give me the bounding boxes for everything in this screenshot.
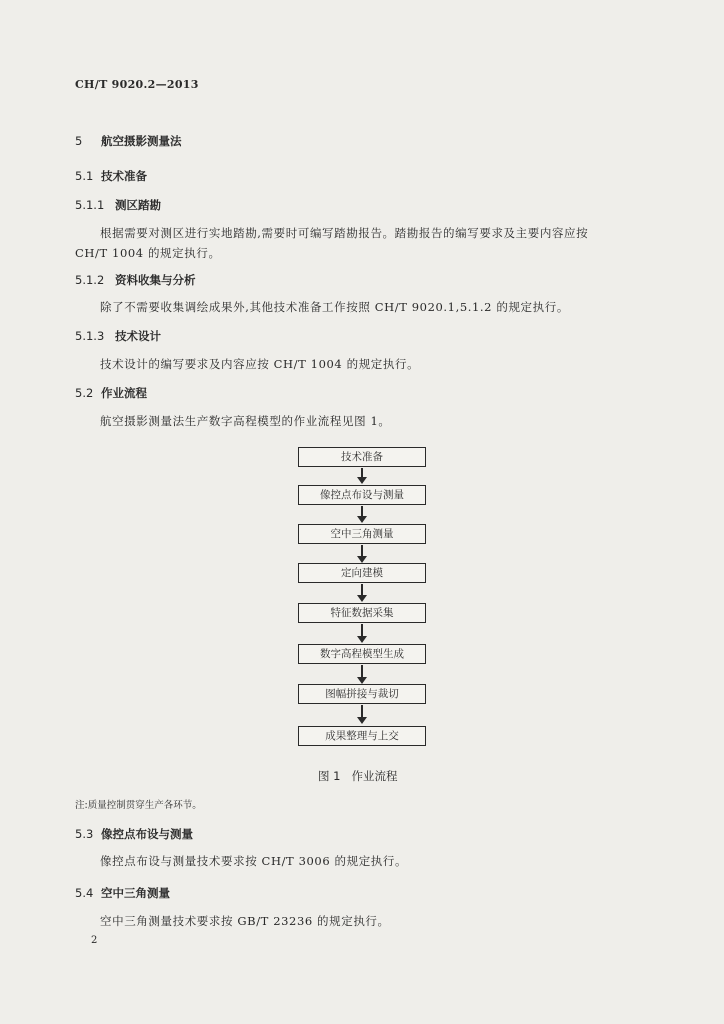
flow-step-orientation-modeling: 定向建模 <box>298 563 426 583</box>
figure-caption: 图 1 作业流程 <box>318 769 398 783</box>
arrow-down-icon <box>357 636 367 643</box>
arrow-down-icon <box>357 595 367 602</box>
section-heading-5-4 <box>75 885 170 901</box>
section-number: 5.1.2 <box>75 273 105 287</box>
paragraph-5-1-1-line2: CH/T 1004 的规定执行。 <box>75 246 221 260</box>
section-number: 5 <box>75 134 83 148</box>
section-title: 空中三角测量 <box>101 886 170 900</box>
section-number: 5.3 <box>75 827 94 841</box>
arrow-down-icon <box>357 717 367 724</box>
flow-step-control-points: 像控点布设与测量 <box>298 485 426 505</box>
paragraph-5-2: 航空摄影测量法生产数字高程模型的作业流程见图 1。 <box>100 414 391 428</box>
paragraph-5-3: 像控点布设与测量技术要求按 CH/T 3006 的规定执行。 <box>100 854 408 868</box>
section-title: 测区踏勘 <box>115 198 161 212</box>
flow-step-aerial-triangulation: 空中三角测量 <box>298 524 426 544</box>
section-heading-5-3 <box>75 826 193 842</box>
arrow-down-icon <box>357 477 367 484</box>
flow-step-tech-preparation: 技术准备 <box>298 447 426 467</box>
standard-code-header: CH/T 9020.2—2013 <box>75 78 199 91</box>
section-title: 作业流程 <box>101 386 147 400</box>
paragraph-5-1-1-line1: 根据需要对测区进行实地踏勘,需要时可编写踏勘报告。踏勘报告的编写要求及主要内容应按 <box>100 226 589 240</box>
section-number: 5.1.1 <box>75 198 105 212</box>
flow-step-feature-collection: 特征数据采集 <box>298 603 426 623</box>
section-heading-5-1-3 <box>75 328 161 344</box>
section-title: 像控点布设与测量 <box>101 827 193 841</box>
section-number: 5.1 <box>75 169 94 183</box>
section-number: 5.4 <box>75 886 94 900</box>
section-heading-5-1 <box>75 168 147 184</box>
section-number: 5.2 <box>75 386 94 400</box>
section-title: 技术准备 <box>101 169 147 183</box>
arrow-down-icon <box>357 677 367 684</box>
flow-step-delivery: 成果整理与上交 <box>298 726 426 746</box>
section-number: 5.1.3 <box>75 329 105 343</box>
section-heading-5-1-1 <box>75 197 161 213</box>
arrow-down-icon <box>357 556 367 563</box>
page-number: 2 <box>91 935 98 946</box>
figure-note: 注:质量控制贯穿生产各环节。 <box>75 800 202 811</box>
bleed-through <box>390 140 408 166</box>
section-title: 航空摄影测量法 <box>101 134 182 148</box>
section-title: 技术设计 <box>115 329 161 343</box>
flow-step-mosaic-clip: 图幅拼接与裁切 <box>298 684 426 704</box>
arrow-down-icon <box>357 516 367 523</box>
paragraph-5-4: 空中三角测量技术要求按 GB/T 23236 的规定执行。 <box>100 914 390 928</box>
section-heading-5 <box>75 133 182 149</box>
section-heading-5-2 <box>75 385 147 401</box>
section-heading-5-1-2 <box>75 272 196 288</box>
paragraph-5-1-3: 技术设计的编写要求及内容应按 CH/T 1004 的规定执行。 <box>100 357 420 371</box>
flow-step-dem-generation: 数字高程模型生成 <box>298 644 426 664</box>
paragraph-5-1-2: 除了不需要收集调绘成果外,其他技术准备工作按照 CH/T 9020.1,5.1.2 的规定执行。 <box>100 300 569 314</box>
section-title: 资料收集与分析 <box>115 273 196 287</box>
